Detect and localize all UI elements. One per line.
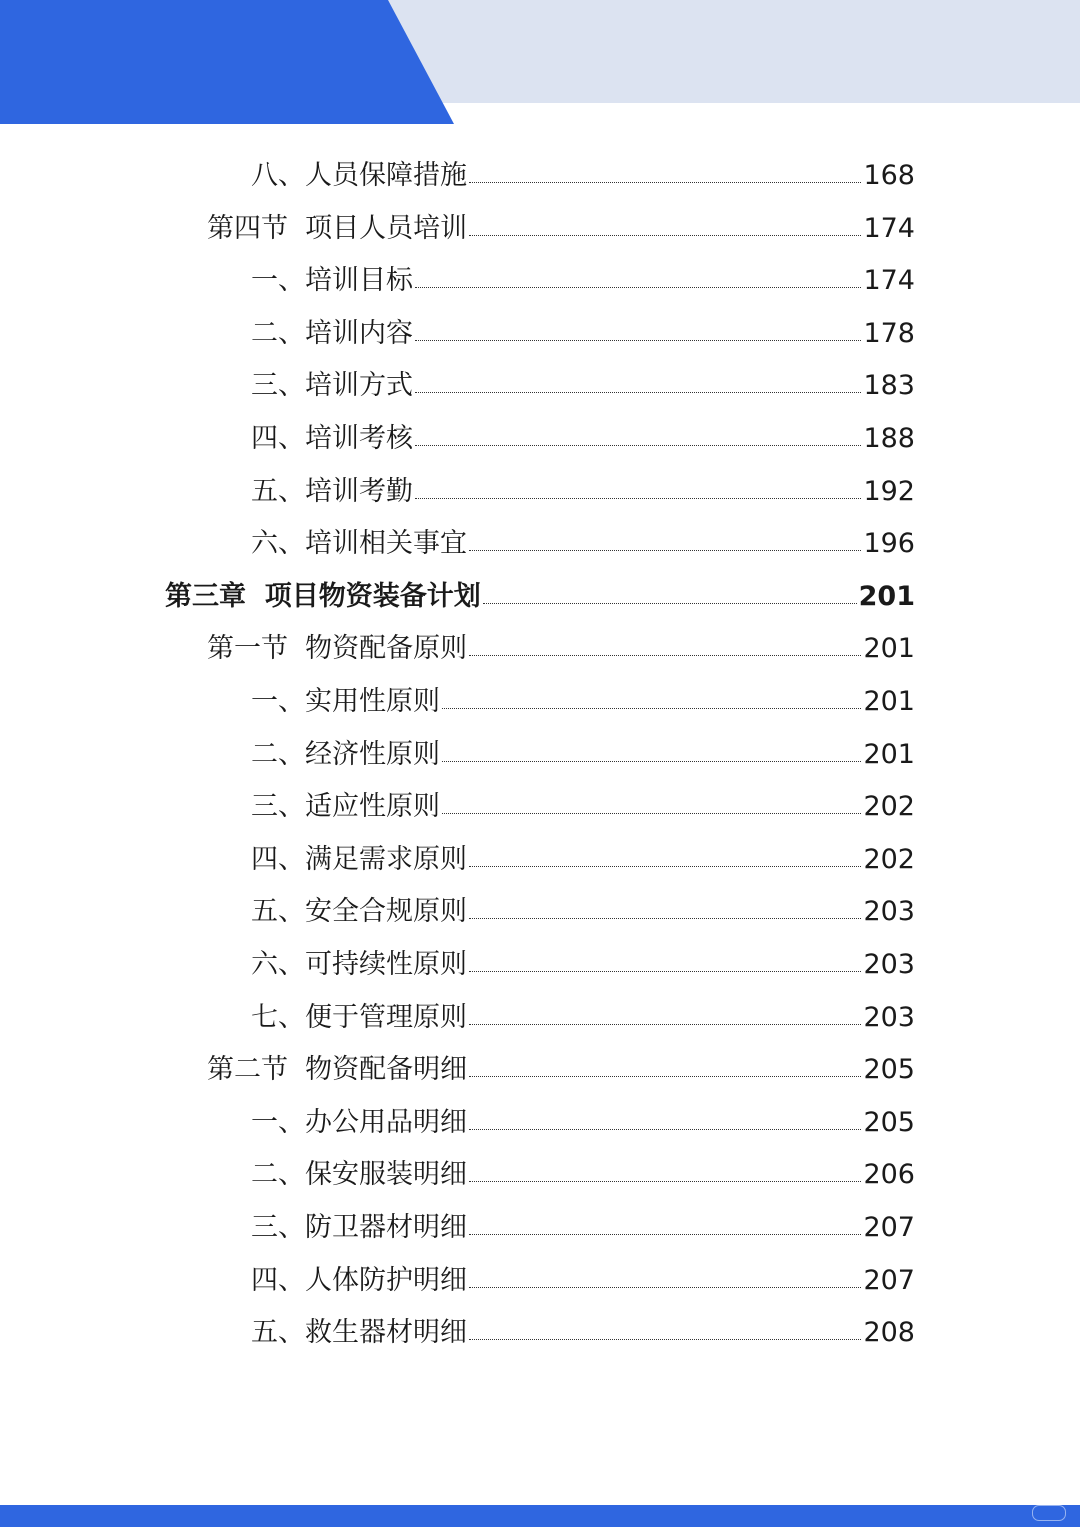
toc-entry-page: 207 bbox=[863, 1212, 915, 1243]
toc-entry-page: 203 bbox=[863, 949, 915, 980]
toc-entry-label: 三、培训方式 bbox=[251, 370, 413, 402]
toc-entry-label: 二、经济性原则 bbox=[251, 738, 440, 770]
toc-entry-label: 四、人体防护明细 bbox=[251, 1264, 467, 1296]
toc-leader bbox=[469, 1339, 861, 1340]
toc-entry-page: 205 bbox=[863, 1106, 915, 1138]
toc-leader bbox=[442, 813, 861, 814]
toc-entry[interactable] bbox=[251, 1242, 915, 1294]
toc-entry-page: 201 bbox=[858, 580, 915, 612]
toc-entry-page: 174 bbox=[863, 212, 915, 244]
toc-entry-page: 196 bbox=[863, 528, 915, 560]
toc-entry-page: 188 bbox=[863, 423, 915, 454]
toc-entry[interactable] bbox=[251, 821, 915, 873]
toc-leader bbox=[415, 287, 861, 288]
toc-entry[interactable] bbox=[251, 663, 915, 715]
toc-leader bbox=[469, 866, 861, 867]
toc-entry-label: 八、人员保障措施 bbox=[251, 160, 467, 191]
toc-entry-page: 208 bbox=[863, 1317, 915, 1349]
toc-leader bbox=[469, 182, 861, 183]
toc-entry[interactable] bbox=[251, 295, 915, 347]
toc-entry-label: 五、安全合规原则 bbox=[251, 896, 467, 928]
toc-entry-label: 五、培训考勤 bbox=[251, 475, 413, 507]
toc-entry[interactable] bbox=[251, 873, 915, 928]
toc-entry[interactable] bbox=[251, 979, 915, 1031]
toc-leader bbox=[469, 1076, 861, 1077]
toc-entry-page: 201 bbox=[863, 738, 915, 770]
toc-entry[interactable] bbox=[251, 768, 915, 823]
toc-leader bbox=[469, 1234, 861, 1235]
toc-entry-label: 第四节 项目人员培训 bbox=[207, 212, 468, 244]
toc-entry-label: 第三章 项目物资装备计划 bbox=[165, 580, 481, 612]
toc-entry-label: 二、保安服装明细 bbox=[251, 1159, 467, 1191]
header-banner-accent bbox=[0, 0, 454, 124]
toc-entry-page: 203 bbox=[863, 1001, 915, 1033]
toc-leader bbox=[469, 655, 861, 656]
toc-entry[interactable] bbox=[207, 190, 915, 242]
toc-entry-page: 174 bbox=[863, 265, 915, 297]
toc-entry-page: 178 bbox=[863, 317, 915, 349]
toc-leader bbox=[415, 392, 861, 393]
toc-entry-page: 201 bbox=[863, 686, 915, 717]
toc-entry[interactable] bbox=[251, 1294, 915, 1349]
toc-entry-label: 三、防卫器材明细 bbox=[251, 1212, 467, 1243]
toc-leader bbox=[469, 1024, 861, 1025]
toc-entry-page: 192 bbox=[863, 475, 915, 507]
toc-leader bbox=[442, 761, 861, 762]
toc-entry-page: 203 bbox=[863, 896, 915, 928]
toc-entry-page: 201 bbox=[863, 633, 915, 665]
toc-entry[interactable] bbox=[251, 347, 915, 402]
toc-entry-label: 五、救生器材明细 bbox=[251, 1317, 467, 1349]
toc-entry-label: 第一节 物资配备原则 bbox=[207, 633, 468, 665]
footer-bar bbox=[0, 1505, 1080, 1527]
toc-entry-page: 206 bbox=[863, 1159, 915, 1191]
toc-entry[interactable] bbox=[207, 1031, 915, 1086]
toc-leader bbox=[469, 1129, 861, 1130]
toc-entry-label: 第二节 物资配备明细 bbox=[207, 1054, 468, 1086]
toc-leader bbox=[415, 340, 861, 341]
toc-entry[interactable] bbox=[251, 137, 915, 189]
toc-entry-label: 六、可持续性原则 bbox=[251, 949, 467, 980]
toc-entry-page: 168 bbox=[863, 160, 915, 191]
toc-leader bbox=[442, 708, 861, 709]
toc-entry-label: 二、培训内容 bbox=[251, 317, 413, 349]
toc-entry[interactable] bbox=[251, 716, 915, 768]
toc-entry-label: 四、满足需求原则 bbox=[251, 843, 467, 875]
toc-entry-page: 183 bbox=[863, 370, 915, 402]
toc-entry-label: 一、实用性原则 bbox=[251, 686, 440, 717]
toc-leader bbox=[415, 498, 861, 499]
toc-entry-label: 六、培训相关事宜 bbox=[251, 528, 467, 560]
toc-entry-page: 207 bbox=[863, 1264, 915, 1296]
toc-entry-page: 202 bbox=[863, 791, 915, 823]
toc-entry[interactable] bbox=[251, 453, 915, 505]
toc-entry-label: 三、适应性原则 bbox=[251, 791, 440, 823]
toc-entry-label: 一、培训目标 bbox=[251, 265, 413, 297]
toc-entry[interactable] bbox=[251, 926, 915, 978]
toc-leader bbox=[469, 1287, 861, 1288]
toc-leader bbox=[469, 550, 861, 551]
toc-entry[interactable] bbox=[251, 1084, 915, 1136]
toc-leader bbox=[469, 918, 861, 919]
toc-entry[interactable] bbox=[251, 400, 915, 452]
toc-leader bbox=[469, 971, 861, 972]
toc-entry[interactable] bbox=[165, 558, 915, 610]
toc-entry-label: 一、办公用品明细 bbox=[251, 1106, 467, 1138]
toc-entry[interactable] bbox=[251, 505, 915, 560]
toc-entry[interactable] bbox=[207, 610, 915, 665]
watermark-icon bbox=[1032, 1505, 1066, 1521]
toc-leader bbox=[469, 235, 861, 236]
toc-entry[interactable] bbox=[251, 1189, 915, 1241]
toc-entry-label: 七、便于管理原则 bbox=[251, 1001, 467, 1033]
toc-entry-label: 四、培训考核 bbox=[251, 423, 413, 454]
toc-entry-page: 205 bbox=[863, 1054, 915, 1086]
toc-leader bbox=[469, 1181, 861, 1182]
toc-entry[interactable] bbox=[251, 1136, 915, 1191]
toc-entry-page: 202 bbox=[863, 843, 915, 875]
toc-leader bbox=[483, 603, 857, 604]
toc-entry[interactable] bbox=[251, 242, 915, 297]
toc-leader bbox=[415, 445, 861, 446]
